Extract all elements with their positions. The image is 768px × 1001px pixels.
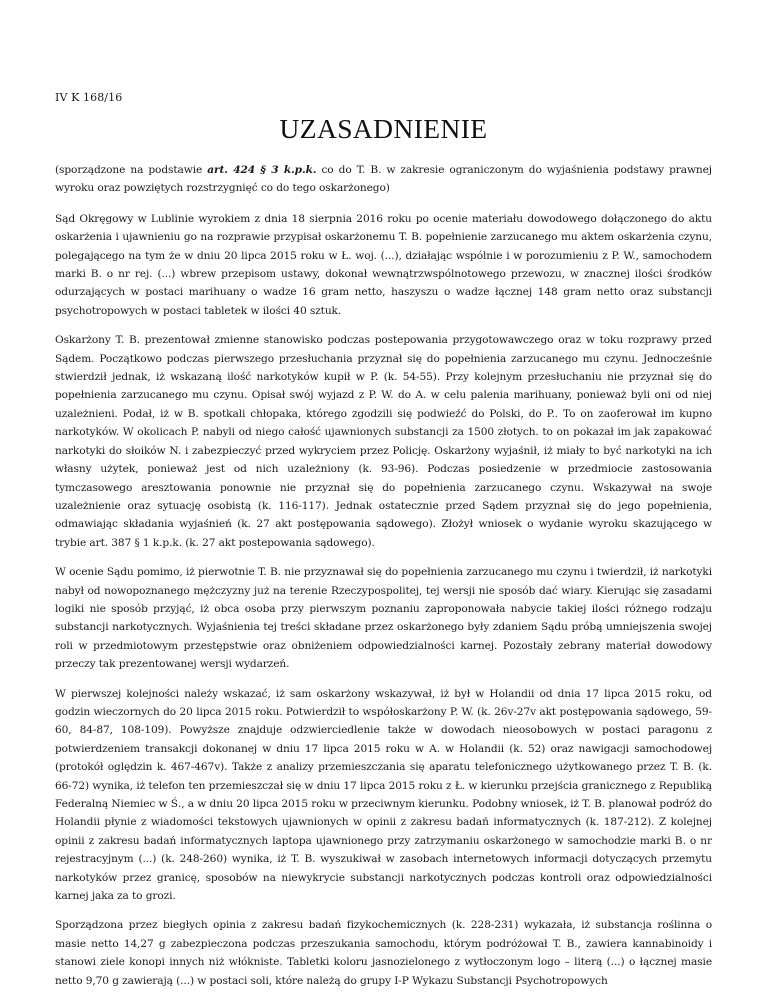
paragraph-verdict: Sąd Okręgowy w Lublinie wyrokiem z dnia 18 sierpnia 2016 roku po ocenie materiału dowodowego dołączonego do aktu oskarżenia i ujawnieniu go na rozprawie przypisał oskarżonemu T. B. popełnienie zarzucanego mu aktem oskarżenia czynu, polegającego na tym że w dniu 20 lipca 2015 roku w Ł. woj. (...), działając wspólnie i w porozumieniu z P. W., samochodem marki B. o nr rej. (...) wbrew przepisom ustawy, dokonał wewnątrzwspólnotowego przewozu, w znacznej ilości środków odurzających w postaci marihuany o wadze 16 gram netto, haszyszu o wadze łącznej 148 gram netto oraz substancji psychotropowych w postaci tabletek w ilości 40 sztuk. — [55, 212, 712, 317]
document-page — [55, 0, 712, 994]
document-body — [55, 161, 712, 1001]
paragraph-defendant-stance: Oskarżony T. B. prezentował zmienne stanowisko podczas postepowania przygotowawczego oraz w toku rozprawy przed Sądem. Początkowo podczas pierwszego przesłuchania przyznał się do popełnienia zarzucanego mu czynu. Jednocześnie stwierdził jednak, iż wskazaną ilość narkotyków kupił w P. (k. 54-55). Przy kolejnym przesłuchaniu nie przyznał się do popełnienia zarzucanego mu czynu. Opisał swój wyjazd z P. W. do A. w celu palenia marihuany, ponieważ byli oni od niej uzależnieni. Podał, iż w B. spotkali chłopaka, którego zgodzili się podwieźć do Polski, do P.. To on zaoferował im kupno narkotyków. W okolicach P. nabyli od niego całość ujawnionych substancji za 1500 złotych. to on pokazał im jak zapakować narkotyki do słoików N. i zabezpieczyć przed wykryciem przez Policję. Oskarżony wyjaśnił, iż miały to być narkotyki na ich własny użytek, ponieważ jest od nich uzależniony (k. 93-96). Podczas posiedzenie w przedmiocie zastosowania tymczasowego aresztowania ponownie nie przyznał się do popełnienia zarzucanego czynu. Wskazywał na swoje uzależnienie oraz sytuację osobistą (k. 116-117). Jednak ostatecznie przed Sądem przyznał się do jego popełnienia, odmawiając składania wyjaśnień (k. 27 akt postępowania sądowego). Złożył wniosek o wydanie wyroku skazującego w trybie art. 387 § 1 k.p.k. (k. 27 akt postepowania sądowego). — [55, 334, 712, 549]
document-title: UZASADNIENIE — [279, 113, 488, 144]
article-reference: art. 424 § 3 k.p.k. — [207, 164, 317, 176]
intro-text-after: co do T. B. w zakresie ograniczonym do wyjaśnienia podstawy prawnej wyroku oraz powziętych rozstrzygnięć co do tego oskarżonego) — [55, 164, 712, 195]
paragraph-expert-opinion: Sporządzona przez biegłych opinia z zakresu badań fizykochemicznych (k. 228-231) wykazała, iż substancja roślinna o masie netto 14,27 g zabezpieczona podczas przeszukania samochodu, którym podróżował T. B., zawiera kannabinoidy i stanowi ziele konopi innych niż włókniste. Tabletki koloru jasnozielonego z wytłoczonym logo – literą (...) o łącznej masie netto 9,70 g zawierają (...) w postaci soli, które należą do grupy I-P Wykazu Substancji Psychotropowych — [55, 919, 712, 987]
paragraph-evidence: W pierwszej kolejności należy wskazać, iż sam oskarżony wskazywał, iż był w Holandii od dnia 17 lipca 2015 roku, od godzin wieczornych do 20 lipca 2015 roku. Potwierdził to współoskarżony P. W. (k. 26v-27v akt postępowania sądowego, 59-60, 84-87, 108-109). Powyższe znajduje odzwierciedlenie także w dowodach nieosobowych w postaci paragonu z potwierdzeniem transakcji dokonanej w dniu 17 lipca 2015 roku w A. w Holandii (k. 52) oraz nawigacji samochodowej (protokół oględzin k. 467-467v). Także z analizy przemieszczania się aparatu telefonicznego użytkowanego przez T. B. (k. 66-72) wynika, iż telefon ten przemieszczał się w dniu 17 lipca 2015 roku z Ł. w kierunku przejścia granicznego z Republiką Federalną Niemiec w Ś., a w dniu 20 lipca 2015 roku w przeciwnym kierunku. Podobny wniosek, iż T. B. planował podróż do Holandii płynie z wiadomości tekstowych ujawnionych w opinii z zakresu badań informatycznych (k. 187-212). Z kolejnej opinii z zakresu badań informatycznych laptopa ujawnionego przy zatrzymaniu oskarżonego w samochodzie marki B. o nr rejestracyjnym (...) (k. 248-260) wynika, iż T. B. wyszukiwał w zasobach internetowych informacji dotyczących przemytu narkotyków przez granicę, sposobów na niewykrycie substancji narkotycznych podczas kontroli oraz odpowiedzialności karnej jaka za to grozi. — [55, 687, 712, 903]
paragraph-court-assessment: W ocenie Sądu pomimo, iż pierwotnie T. B. nie przyznawał się do popełnienia zarzucanego mu czynu i twierdził, iż narkotyki nabył od nowopoznanego mężczyzny już na terenie Rzeczypospolitej, tej wersji nie sposób dać wiary. Kierując się zasadami logiki nie sposób przyjąć, iż obca osoba przy pierwszym poznaniu zaproponowała nabycie takiej ilości różnego rodzaju substancji narkotycznych. Wyjaśnienia tej treści składane przez oskarżonego były zdaniem Sądu próbą umniejszenia swojej roli w przedmiotowym przestępstwie oraz obniżeniem odpowiedzialności karnej. Pozostały zebrany materiał dowodowy przeczy tak prezentowanej wersji wydarzeń. — [55, 566, 712, 671]
case-number: IV K 168/16 — [55, 91, 123, 104]
intro-paragraph — [55, 161, 712, 198]
intro-text-before: (sporządzone na podstawie — [55, 164, 208, 176]
